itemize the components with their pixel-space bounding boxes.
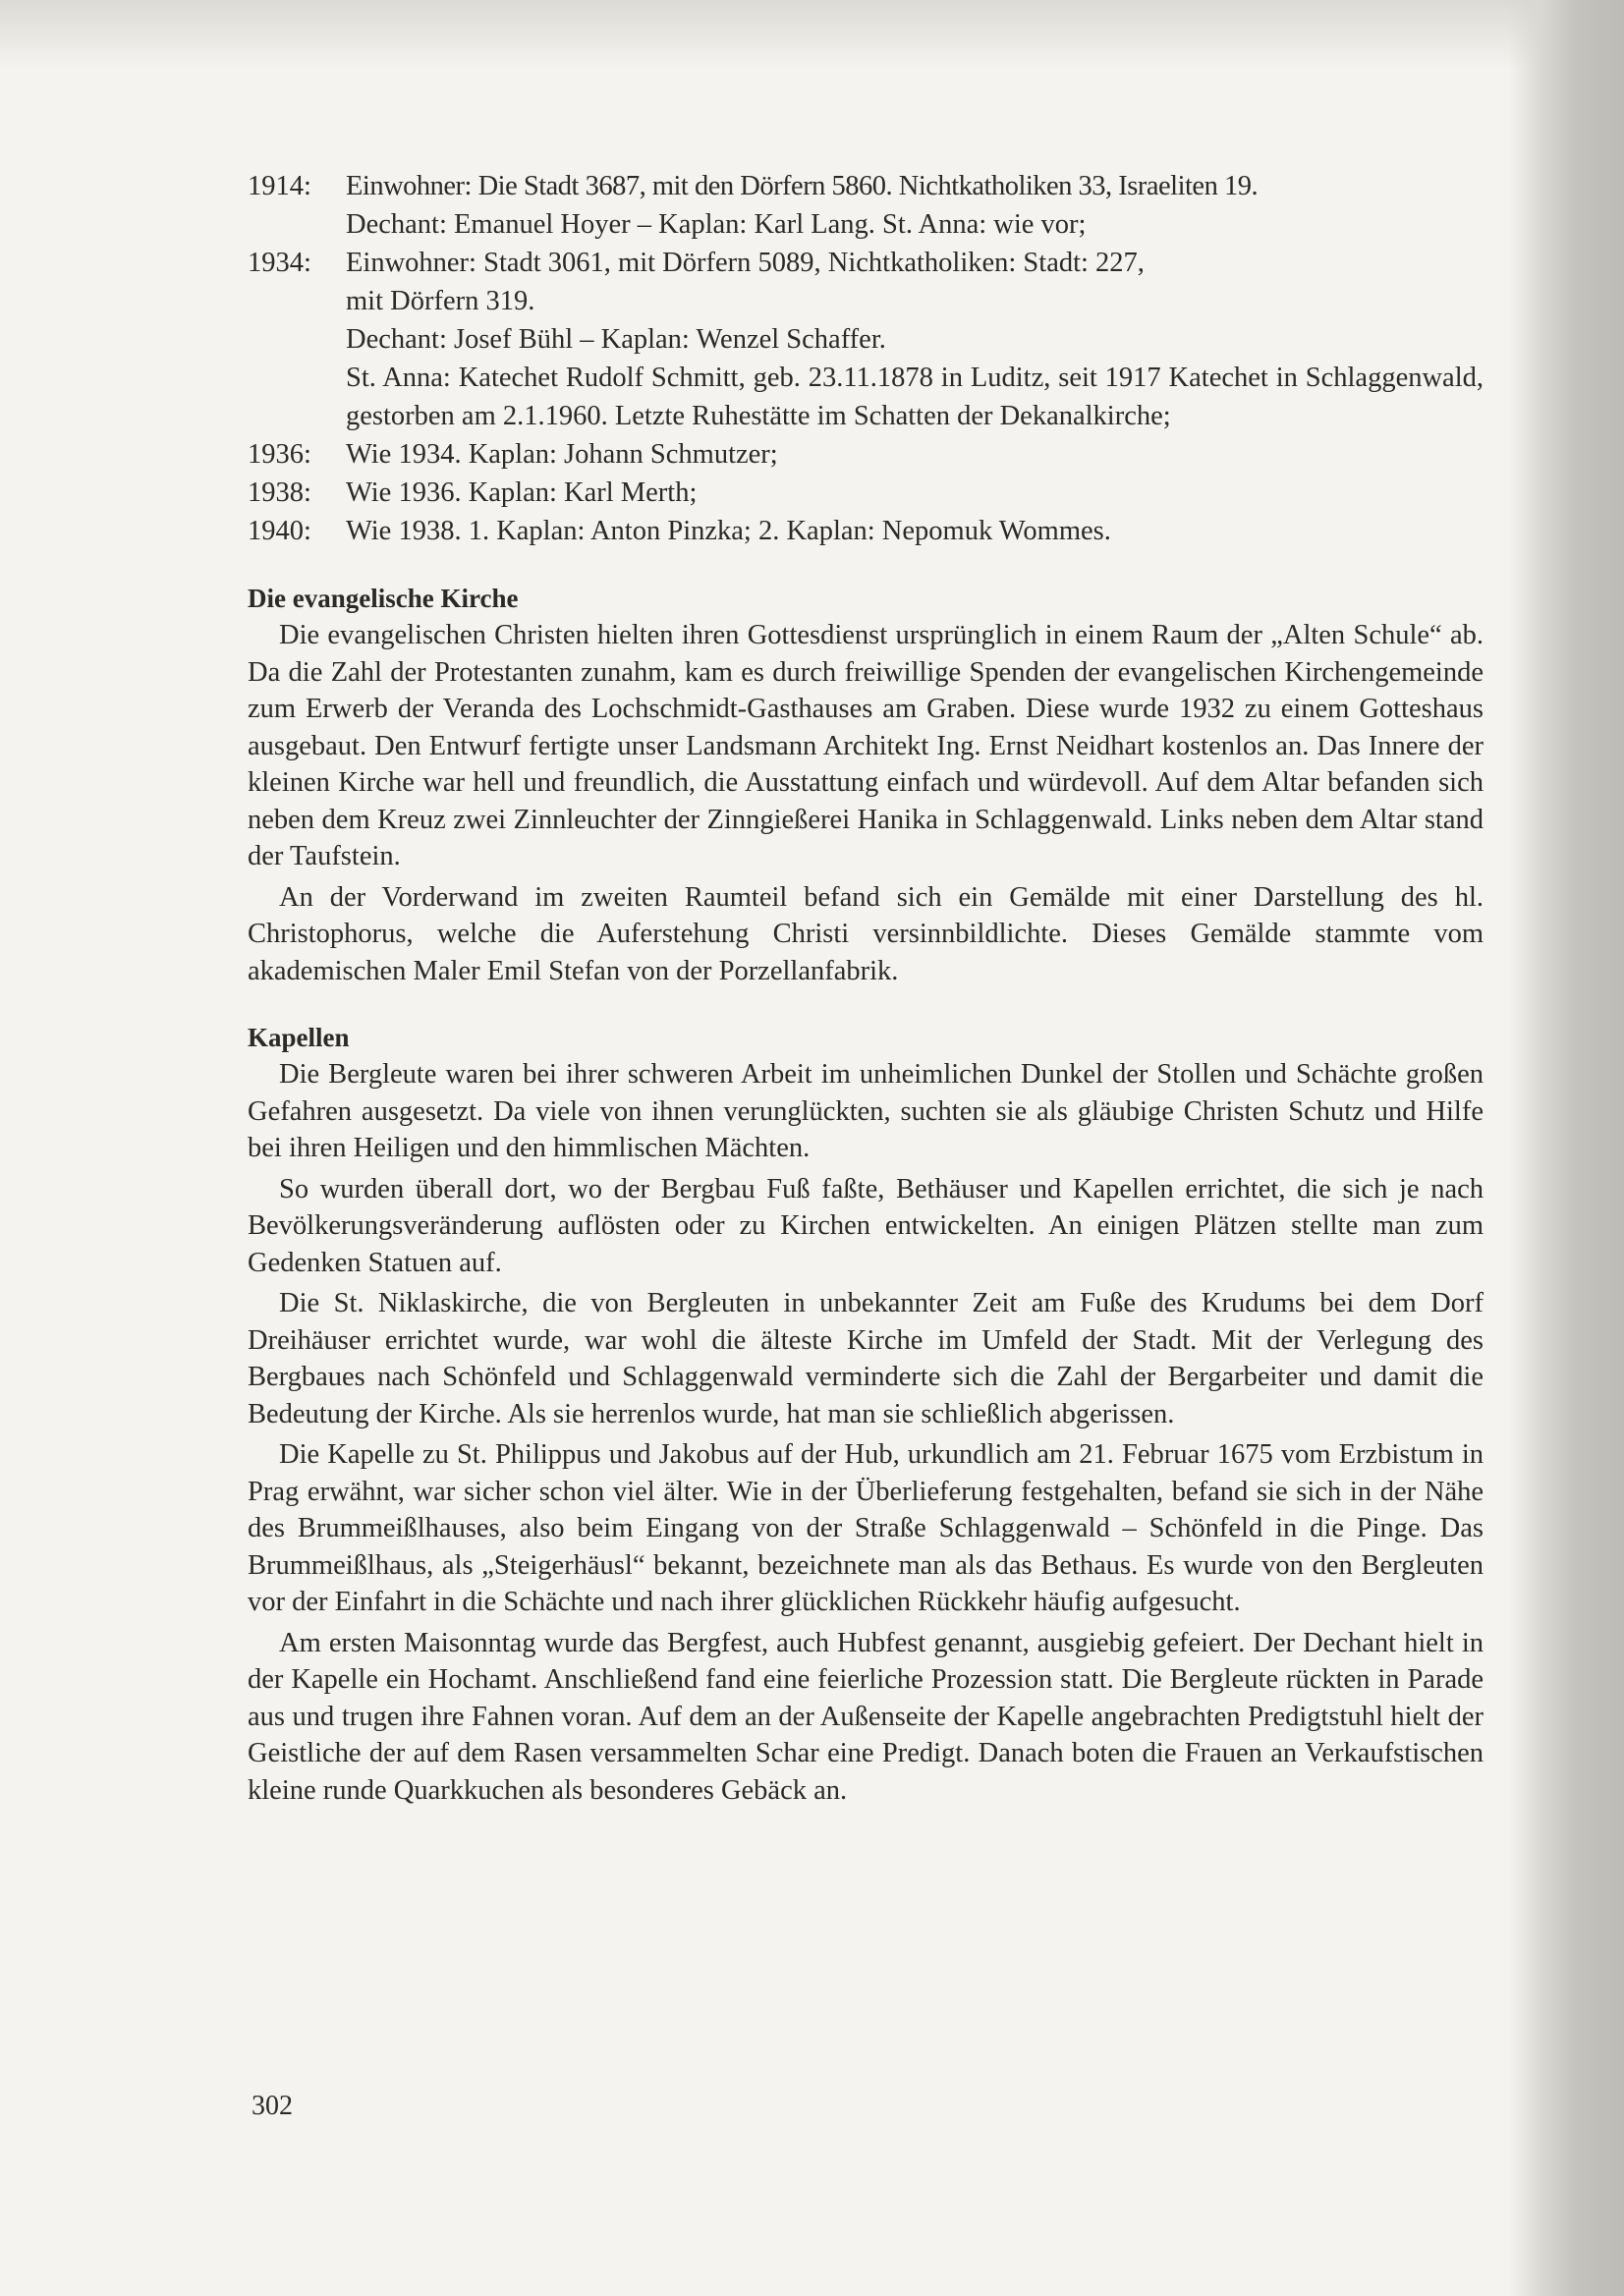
paragraph: Die Bergleute waren bei ihrer schweren Arbeit im unheimlichen Dunkel der Stollen und Schächte großen Gefahren ausgesetzt. Da viele von ihnen verunglückten, suchten sie als gläubige Christen Schutz und Hilfe bei ihren Heiligen und den himmlischen Mächten.	[248, 1059, 1484, 1163]
chronicle-line: St. Anna: Katechet Rudolf Schmitt, geb. 23.11.1878 in Luditz, seit 1917 Katechet in Schlaggenwald, gestorben am 2.1.1960. Letzte Ruhestätte im Schatten der Dekanalkirche;	[346, 363, 1484, 431]
chronicle-line: Dechant: Emanuel Hoyer – Kaplan: Karl Lang. St. Anna: wie vor;	[346, 209, 1087, 240]
section-kapellen	[248, 1019, 1484, 1809]
chronicle-text	[346, 474, 1484, 512]
chronicle-text	[346, 244, 1484, 435]
chronicle-line: Wie 1938. 1. Kaplan: Anton Pinzka; 2. Kaplan: Nepomuk Wommes.	[346, 516, 1111, 546]
chronicle-text	[346, 435, 1484, 474]
chronicle-year: 1936:	[248, 439, 311, 470]
section-heading: Die evangelische Kirche	[248, 584, 519, 613]
chronicle-entry-1914	[248, 167, 1484, 244]
chronicle-entry-1936	[248, 435, 1484, 474]
chronicle-text	[346, 167, 1484, 244]
chronicle-entry-1940	[248, 512, 1484, 550]
section-evangelische-kirche	[248, 580, 1484, 989]
scan-shadow-top	[0, 0, 1624, 69]
chronicle-entry-1934	[248, 244, 1484, 435]
paragraph: Die St. Niklaskirche, die von Bergleuten in unbekannter Zeit am Fuße des Krudums bei dem Dorf Dreihäuser errichtet wurde, war wohl die älteste Kirche im Umfeld der Stadt. Mit der Verlegung des Bergbaues nach Schönfeld und Schlaggenwald verminderte sich die Zahl der Bergarbeiter und damit die Bedeutung der Kirche. Als sie herrenlos wurde, hat man sie schließlich abgerissen.	[248, 1288, 1484, 1429]
paragraph: An der Vorderwand im zweiten Raumteil befand sich ein Gemälde mit einer Darstellung des hl. Christophorus, welche die Auferstehung Christi versinnbildlichte. Dieses Gemälde stammte vom akademischen Maler Emil Stefan von der Porzellanfabrik.	[248, 881, 1484, 986]
chronicle-year: 1940:	[248, 516, 311, 546]
chronicle-line: Dechant: Josef Bühl – Kaplan: Wenzel Schaffer.	[346, 324, 886, 355]
chronicle-list	[248, 167, 1484, 550]
chronicle-line: Wie 1934. Kaplan: Johann Schmutzer;	[346, 439, 778, 470]
chronicle-line: Einwohner: Stadt 3061, mit Dörfern 5089, Nichtkatholiken: Stadt: 227,	[346, 248, 1145, 278]
paragraph: So wurden überall dort, wo der Bergbau Fuß faßte, Bethäuser und Kapellen errichtet, die sich je nach Bevölkerungsveränderung auflösten oder zu Kirchen entwickelten. An einigen Plätzen stellte man zum Gedenken Statuen auf.	[248, 1173, 1484, 1278]
paragraph: Die Kapelle zu St. Philippus und Jakobus auf der Hub, urkundlich am 21. Februar 1675 vom Erzbistum in Prag erwähnt, war sicher schon viel älter. Wie in der Überlieferung festgehalten, befand sie sich in der Nähe des Brummeißlhauses, also beim Eingang von der Straße Schlaggenwald – Schönfeld in die Pinge. Das Brummeißlhaus, als „Steigerhäusl“ bekannt, bezeichnete man als das Bethaus. Es wurde von den Bergleuten vor der Einfahrt in die Schächte und nach ihrer glücklichen Rückkehr häufig aufgesucht.	[248, 1439, 1484, 1617]
chronicle-year: 1914:	[248, 171, 311, 201]
chronicle-line: Einwohner: Die Stadt 3687, mit den Dörfern 5860. Nichtkatholiken 33, Israeliten 19.	[346, 171, 1259, 201]
section-heading: Kapellen	[248, 1023, 350, 1052]
chronicle-line: Wie 1936. Kaplan: Karl Merth;	[346, 477, 698, 508]
chronicle-line: mit Dörfern 319.	[346, 286, 535, 316]
page-number: 302	[252, 2091, 293, 2121]
book-page	[248, 167, 1484, 1813]
scan-page-edge	[1508, 0, 1624, 2296]
paragraph: Die evangelischen Christen hielten ihren Gottesdienst ursprünglich in einem Raum der „Alten Schule“ ab. Da die Zahl der Protestanten zunahm, kam es durch freiwillige Spenden der evangelischen Kirchengemeinde zum Erwerb der Veranda des Lochschmidt-Gasthauses am Graben. Diese wurde 1932 zu einem Gotteshaus ausgebaut. Den Entwurf fertigte unser Landsmann Architekt Ing. Ernst Neidhart kostenlos an. Das Innere der kleinen Kirche war hell und freundlich, die Ausstattung einfach und würdevoll. Auf dem Altar befanden sich neben dem Kreuz zwei Zinnleuchter der Zinngießerei Hanika in Schlaggenwald. Links neben dem Altar stand der Taufstein.	[248, 620, 1484, 871]
chronicle-year: 1934:	[248, 248, 311, 278]
chronicle-year: 1938:	[248, 477, 311, 508]
paragraph: Am ersten Maisonntag wurde das Bergfest, auch Hubfest genannt, ausgiebig gefeiert. Der Dechant hielt in der Kapelle ein Hochamt. Anschließend fand eine feierliche Prozession statt. Die Bergleute rückten in Parade aus und trugen ihre Fahnen voran. Auf dem an der Außenseite der Kapelle angebrachten Predigtstuhl hielt der Geistliche der auf dem Rasen versammelten Schar eine Predigt. Danach boten die Frauen an Verkaufstischen kleine runde Quarkkuchen als besonderes Gebäck an.	[248, 1627, 1484, 1806]
chronicle-text	[346, 512, 1484, 550]
chronicle-entry-1938	[248, 474, 1484, 512]
